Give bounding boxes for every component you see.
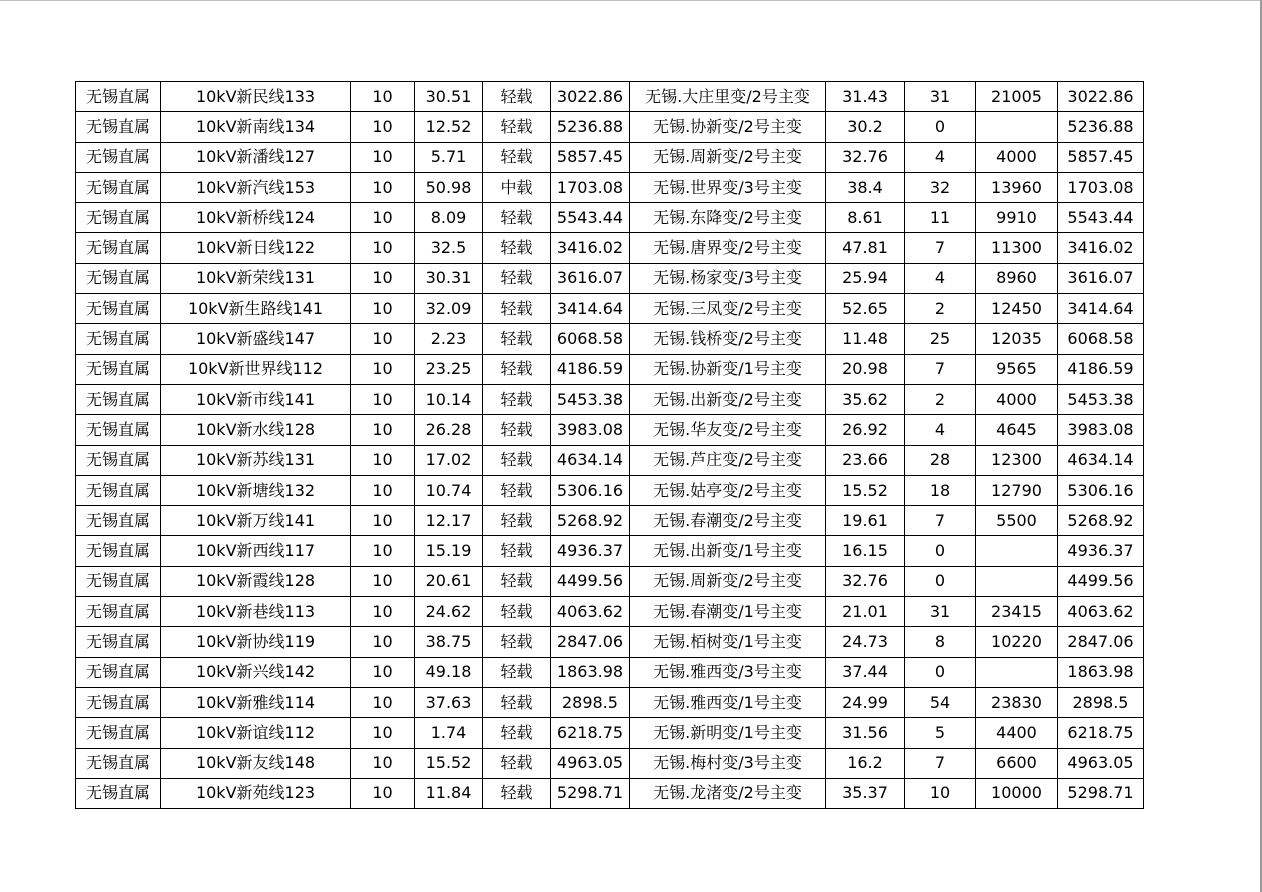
table-cell: 4: [905, 142, 976, 172]
table-cell: 18: [905, 475, 976, 505]
table-cell: 10kV新汽线153: [161, 172, 351, 202]
table-cell: 轻载: [483, 142, 551, 172]
table-cell: 3022.86: [1058, 82, 1144, 112]
table-cell: 10: [351, 536, 415, 566]
table-row: [76, 263, 1144, 293]
table-cell: 54: [905, 687, 976, 717]
table-row: [76, 203, 1144, 233]
table-cell: 6600: [976, 748, 1058, 778]
table-cell: 0: [905, 657, 976, 687]
table-cell: 无锡直属: [76, 475, 161, 505]
table-cell: 5298.71: [1058, 778, 1144, 808]
table-cell: 无锡直属: [76, 718, 161, 748]
table-cell: 30.31: [415, 263, 483, 293]
table-row: [76, 718, 1144, 748]
table-cell: 10kV新潘线127: [161, 142, 351, 172]
table-cell: 3022.86: [551, 82, 630, 112]
table-cell: 3983.08: [551, 415, 630, 445]
table-cell: 23415: [976, 597, 1058, 627]
table-cell: 6068.58: [1058, 324, 1144, 354]
table-cell: 12790: [976, 475, 1058, 505]
table-cell: 无锡.三凤变/2号主变: [630, 294, 826, 324]
table-cell: 10: [351, 324, 415, 354]
table-cell: 无锡.龙渚变/2号主变: [630, 778, 826, 808]
table-cell: 6068.58: [551, 324, 630, 354]
table-cell: 10: [351, 657, 415, 687]
table-cell: 10: [351, 82, 415, 112]
table-cell: 9565: [976, 354, 1058, 384]
table-row: [76, 627, 1144, 657]
table-cell: 15.52: [415, 748, 483, 778]
table-cell: 5268.92: [551, 506, 630, 536]
table-cell: 12300: [976, 445, 1058, 475]
table-cell: 4: [905, 415, 976, 445]
table-cell: 31.56: [826, 718, 905, 748]
table-cell: 5543.44: [1058, 203, 1144, 233]
table-cell: 11.84: [415, 778, 483, 808]
table-cell: 37.63: [415, 687, 483, 717]
table-row: [76, 415, 1144, 445]
table-cell: 10: [905, 778, 976, 808]
table-cell: 轻载: [483, 233, 551, 263]
table-cell: 12450: [976, 294, 1058, 324]
table-cell: 0: [905, 566, 976, 596]
table-cell: 5298.71: [551, 778, 630, 808]
table-cell: 无锡.姑亭变/2号主变: [630, 475, 826, 505]
table-row: [76, 687, 1144, 717]
table-cell: 无锡.钱桥变/2号主变: [630, 324, 826, 354]
table-cell: 轻载: [483, 294, 551, 324]
table-cell: 10: [351, 627, 415, 657]
table-cell: 轻载: [483, 263, 551, 293]
table-cell: 轻载: [483, 384, 551, 414]
table-cell: 31.43: [826, 82, 905, 112]
table-row: [76, 475, 1144, 505]
table-cell: 26.28: [415, 415, 483, 445]
table-cell: 24.73: [826, 627, 905, 657]
table-cell: 3416.02: [551, 233, 630, 263]
table-cell: 6218.75: [551, 718, 630, 748]
table-cell: 无锡直属: [76, 263, 161, 293]
table-cell: 无锡直属: [76, 778, 161, 808]
table-row: [76, 778, 1144, 808]
table-cell: 31: [905, 82, 976, 112]
table-cell: 轻载: [483, 506, 551, 536]
table-cell: 10: [351, 506, 415, 536]
table-cell: 11300: [976, 233, 1058, 263]
table-cell: 5543.44: [551, 203, 630, 233]
table-cell: 轻载: [483, 597, 551, 627]
table-cell: 无锡直属: [76, 112, 161, 142]
table-cell: 4936.37: [551, 536, 630, 566]
table-cell: 10kV新雅线114: [161, 687, 351, 717]
table-cell: 无锡.新明变/1号主变: [630, 718, 826, 748]
table-cell: 4499.56: [551, 566, 630, 596]
table-cell: 无锡.杨家变/3号主变: [630, 263, 826, 293]
table-cell: 10: [351, 597, 415, 627]
table-cell: 38.4: [826, 172, 905, 202]
table-row: [76, 536, 1144, 566]
table-cell: 10kV新兴线142: [161, 657, 351, 687]
table-cell: 10kV新西线117: [161, 536, 351, 566]
table-cell: 8: [905, 627, 976, 657]
table-cell: 4963.05: [1058, 748, 1144, 778]
table-cell: 轻载: [483, 415, 551, 445]
table-row: [76, 657, 1144, 687]
table-cell: 49.18: [415, 657, 483, 687]
table-cell: 无锡.出新变/1号主变: [630, 536, 826, 566]
table-cell: 无锡直属: [76, 415, 161, 445]
table-cell: 无锡.协新变/1号主变: [630, 354, 826, 384]
table-cell: 32: [905, 172, 976, 202]
table-cell: 12035: [976, 324, 1058, 354]
table-cell: 2: [905, 294, 976, 324]
table-cell: 17.02: [415, 445, 483, 475]
table-cell: 4186.59: [551, 354, 630, 384]
table-cell: 2: [905, 384, 976, 414]
table-cell: 轻载: [483, 687, 551, 717]
table-cell: 5453.38: [551, 384, 630, 414]
table-cell: 23.25: [415, 354, 483, 384]
table-cell: 32.76: [826, 142, 905, 172]
table-cell: 25.94: [826, 263, 905, 293]
table-cell: 无锡.雅西变/1号主变: [630, 687, 826, 717]
table-cell: 轻载: [483, 324, 551, 354]
table-cell: 无锡直属: [76, 597, 161, 627]
table-cell: 轻载: [483, 748, 551, 778]
table-cell: 无锡直属: [76, 233, 161, 263]
table-cell: 无锡直属: [76, 445, 161, 475]
table-cell: 4936.37: [1058, 536, 1144, 566]
table-cell: 28: [905, 445, 976, 475]
table-cell: 轻载: [483, 203, 551, 233]
table-cell: 24.99: [826, 687, 905, 717]
table-cell: 25: [905, 324, 976, 354]
table-row: [76, 294, 1144, 324]
table-cell: 37.44: [826, 657, 905, 687]
table-body: [76, 82, 1144, 809]
table-cell: 无锡.世界变/3号主变: [630, 172, 826, 202]
table-cell: 3416.02: [1058, 233, 1144, 263]
table-row: [76, 172, 1144, 202]
table-cell: 10220: [976, 627, 1058, 657]
table-cell: 10: [351, 566, 415, 596]
table-cell: 10: [351, 354, 415, 384]
table-row: [76, 506, 1144, 536]
table-cell: 10: [351, 778, 415, 808]
table-cell: 无锡.梅村变/3号主变: [630, 748, 826, 778]
table-cell: 16.2: [826, 748, 905, 778]
table-cell: 15.52: [826, 475, 905, 505]
table-cell: 26.92: [826, 415, 905, 445]
table-cell: 无锡.大庄里变/2号主变: [630, 82, 826, 112]
table-cell: 10: [351, 475, 415, 505]
table-row: [76, 112, 1144, 142]
table-cell: 10kV新友线148: [161, 748, 351, 778]
table-cell: 5: [905, 718, 976, 748]
table-cell: 无锡直属: [76, 657, 161, 687]
table-cell: 3414.64: [1058, 294, 1144, 324]
table-cell: 轻载: [483, 566, 551, 596]
table-cell: 4063.62: [551, 597, 630, 627]
table-cell: 35.37: [826, 778, 905, 808]
table-cell: 无锡直属: [76, 82, 161, 112]
table-cell: 2.23: [415, 324, 483, 354]
table-cell: 7: [905, 506, 976, 536]
table-cell: 10kV新谊线112: [161, 718, 351, 748]
table-cell: 1703.08: [1058, 172, 1144, 202]
table-cell: 10: [351, 718, 415, 748]
table-cell: 轻载: [483, 718, 551, 748]
table-cell: 4634.14: [551, 445, 630, 475]
table-cell: 3616.07: [1058, 263, 1144, 293]
table-cell: 10: [351, 748, 415, 778]
table-cell: 10kV新桥线124: [161, 203, 351, 233]
table-cell: 轻载: [483, 475, 551, 505]
table-cell: 30.51: [415, 82, 483, 112]
table-cell: 10: [351, 112, 415, 142]
table-cell: [976, 112, 1058, 142]
table-cell: 无锡.协新变/2号主变: [630, 112, 826, 142]
table-cell: 4400: [976, 718, 1058, 748]
table-cell: 10: [351, 384, 415, 414]
table-cell: 10kV新苑线123: [161, 778, 351, 808]
table-cell: 无锡直属: [76, 172, 161, 202]
table-cell: 1863.98: [551, 657, 630, 687]
table-cell: 无锡.唐界变/2号主变: [630, 233, 826, 263]
table-cell: 无锡直属: [76, 324, 161, 354]
table-cell: 1863.98: [1058, 657, 1144, 687]
table-cell: 5857.45: [551, 142, 630, 172]
table-cell: 无锡.东降变/2号主变: [630, 203, 826, 233]
table-cell: 10kV新荣线131: [161, 263, 351, 293]
table-cell: 4634.14: [1058, 445, 1144, 475]
table-cell: 7: [905, 233, 976, 263]
table-cell: 21.01: [826, 597, 905, 627]
table-row: [76, 233, 1144, 263]
table-cell: 无锡.周新变/2号主变: [630, 142, 826, 172]
table-cell: 10kV新日线122: [161, 233, 351, 263]
table-cell: 20.98: [826, 354, 905, 384]
table-cell: 13960: [976, 172, 1058, 202]
table-cell: 35.62: [826, 384, 905, 414]
table-cell: 12.17: [415, 506, 483, 536]
table-cell: 11.48: [826, 324, 905, 354]
table-cell: 10: [351, 294, 415, 324]
table-cell: 7: [905, 354, 976, 384]
table-cell: 2898.5: [1058, 687, 1144, 717]
table-cell: 4645: [976, 415, 1058, 445]
table-cell: 5857.45: [1058, 142, 1144, 172]
table-cell: 10kV新塘线132: [161, 475, 351, 505]
table-cell: 5236.88: [1058, 112, 1144, 142]
table-cell: 15.19: [415, 536, 483, 566]
table-row: [76, 142, 1144, 172]
table-cell: 10kV新霞线128: [161, 566, 351, 596]
table-row: [76, 354, 1144, 384]
table-cell: 无锡直属: [76, 294, 161, 324]
table-cell: 10.74: [415, 475, 483, 505]
table-row: [76, 566, 1144, 596]
table-cell: 10: [351, 687, 415, 717]
table-cell: 50.98: [415, 172, 483, 202]
table-cell: 轻载: [483, 778, 551, 808]
table-row: [76, 748, 1144, 778]
table-cell: 31: [905, 597, 976, 627]
table-cell: 20.61: [415, 566, 483, 596]
table-cell: 无锡.出新变/2号主变: [630, 384, 826, 414]
table-cell: 0: [905, 536, 976, 566]
table-cell: 4000: [976, 384, 1058, 414]
table-row: [76, 384, 1144, 414]
table-cell: 2898.5: [551, 687, 630, 717]
table-cell: [976, 566, 1058, 596]
table-cell: 5.71: [415, 142, 483, 172]
table-cell: 无锡.雅西变/3号主变: [630, 657, 826, 687]
table-cell: 4499.56: [1058, 566, 1144, 596]
table-cell: 10kV新世界线112: [161, 354, 351, 384]
table-cell: 无锡.春潮变/1号主变: [630, 597, 826, 627]
table-cell: 32.76: [826, 566, 905, 596]
table-cell: 无锡直属: [76, 384, 161, 414]
table-cell: 10kV新民线133: [161, 82, 351, 112]
table-cell: 4963.05: [551, 748, 630, 778]
table-cell: 无锡直属: [76, 748, 161, 778]
table-row: [76, 82, 1144, 112]
table-cell: 19.61: [826, 506, 905, 536]
table-cell: 4063.62: [1058, 597, 1144, 627]
table-cell: 10kV新协线119: [161, 627, 351, 657]
table-cell: 11: [905, 203, 976, 233]
table-cell: 无锡.周新变/2号主变: [630, 566, 826, 596]
table-cell: 4: [905, 263, 976, 293]
table-cell: 52.65: [826, 294, 905, 324]
table-cell: 轻载: [483, 82, 551, 112]
table-cell: 10kV新苏线131: [161, 445, 351, 475]
table-cell: 无锡直属: [76, 687, 161, 717]
table-cell: 3983.08: [1058, 415, 1144, 445]
table-cell: 轻载: [483, 445, 551, 475]
table-cell: 10000: [976, 778, 1058, 808]
table-cell: 2847.06: [551, 627, 630, 657]
table-cell: 10: [351, 415, 415, 445]
table-cell: 10: [351, 233, 415, 263]
table-cell: 轻载: [483, 627, 551, 657]
table-cell: 无锡直属: [76, 142, 161, 172]
table-cell: 中载: [483, 172, 551, 202]
table-cell: 5453.38: [1058, 384, 1144, 414]
table-cell: 10kV新盛线147: [161, 324, 351, 354]
table-cell: 10kV新水线128: [161, 415, 351, 445]
table-cell: 无锡直属: [76, 354, 161, 384]
table-cell: 10kV新万线141: [161, 506, 351, 536]
table-cell: 8.09: [415, 203, 483, 233]
table-cell: 3414.64: [551, 294, 630, 324]
table-row: [76, 324, 1144, 354]
table-cell: 5236.88: [551, 112, 630, 142]
table-cell: 12.52: [415, 112, 483, 142]
table-cell: 23830: [976, 687, 1058, 717]
table-cell: 1.74: [415, 718, 483, 748]
table-cell: 9910: [976, 203, 1058, 233]
table-cell: 10kV新南线134: [161, 112, 351, 142]
table-cell: 无锡.芦庄变/2号主变: [630, 445, 826, 475]
table-cell: 16.15: [826, 536, 905, 566]
table-cell: 轻载: [483, 354, 551, 384]
table-cell: 4000: [976, 142, 1058, 172]
table-cell: 7: [905, 748, 976, 778]
table-cell: 无锡直属: [76, 566, 161, 596]
table-cell: 38.75: [415, 627, 483, 657]
table-cell: 4186.59: [1058, 354, 1144, 384]
table-cell: 10kV新市线141: [161, 384, 351, 414]
table-cell: 5306.16: [1058, 475, 1144, 505]
table-cell: 32.09: [415, 294, 483, 324]
table-cell: 6218.75: [1058, 718, 1144, 748]
table-cell: 10: [351, 172, 415, 202]
table-cell: 2847.06: [1058, 627, 1144, 657]
table-cell: 21005: [976, 82, 1058, 112]
table-cell: 轻载: [483, 536, 551, 566]
table-cell: 5306.16: [551, 475, 630, 505]
table-cell: 5500: [976, 506, 1058, 536]
data-table: [75, 81, 1144, 809]
table-cell: 无锡直属: [76, 203, 161, 233]
table-cell: 无锡.栢树变/1号主变: [630, 627, 826, 657]
table-cell: 3616.07: [551, 263, 630, 293]
table-cell: 10: [351, 445, 415, 475]
table-cell: 无锡直属: [76, 506, 161, 536]
table-cell: [976, 657, 1058, 687]
table-cell: 无锡直属: [76, 627, 161, 657]
page-top-border: [0, 0, 1262, 1]
table-cell: 10.14: [415, 384, 483, 414]
table-cell: 轻载: [483, 112, 551, 142]
table-cell: 无锡.春潮变/2号主变: [630, 506, 826, 536]
table-cell: 10kV新巷线113: [161, 597, 351, 627]
table-row: [76, 445, 1144, 475]
table-cell: 10: [351, 263, 415, 293]
table-cell: 8.61: [826, 203, 905, 233]
table-cell: 30.2: [826, 112, 905, 142]
table-cell: 8960: [976, 263, 1058, 293]
table-row: [76, 597, 1144, 627]
table-cell: 23.66: [826, 445, 905, 475]
table-cell: 10kV新生路线141: [161, 294, 351, 324]
table-cell: 轻载: [483, 657, 551, 687]
table-cell: 47.81: [826, 233, 905, 263]
table-cell: 0: [905, 112, 976, 142]
table-cell: 5268.92: [1058, 506, 1144, 536]
table-cell: 1703.08: [551, 172, 630, 202]
table-cell: 无锡.华友变/2号主变: [630, 415, 826, 445]
table-cell: [976, 536, 1058, 566]
table-cell: 无锡直属: [76, 536, 161, 566]
table-cell: 32.5: [415, 233, 483, 263]
table-cell: 10: [351, 203, 415, 233]
table-cell: 24.62: [415, 597, 483, 627]
table-cell: 10: [351, 142, 415, 172]
